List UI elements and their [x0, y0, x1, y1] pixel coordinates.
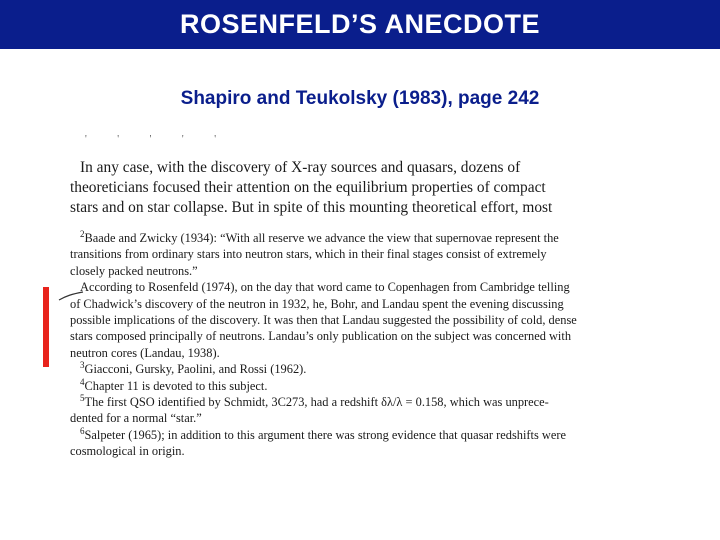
footnotes: [70, 230, 652, 460]
footnote-line: $^5$The first QSO identified by Schmidt, 3C273, had a redshift δλ/λ = 0.158, which was unprece-: [80, 392, 549, 410]
footnote-line: cosmological in origin.: [70, 444, 185, 459]
slide-title: ROSENFELD’S ANECDOTE: [179, 9, 541, 39]
paragraph-line: theoreticians focused their attention on the equilibrium properties of compact: [70, 179, 546, 196]
paragraph-line: In any case, with the discovery of X-ray sources and quasars, dozens of: [80, 159, 521, 176]
footnote-number: 3: [80, 360, 85, 371]
footnote-line: According to Rosenfeld (1974), on the day that word came to Copenhagen from Cambridge telling: [80, 280, 570, 295]
footnote-line: $^6$Salpeter (1965); in addition to this argument there was strong evidence that quasar redshifts were: [80, 425, 566, 442]
footnote-line: neutron cores (Landau, 1938).: [70, 345, 220, 360]
footnote-line: $^2$Baade and Zwicky (1934): “With all reserve we advance the view that supernovae represent the: [80, 228, 559, 245]
slide-subtitle: Shapiro and Teukolsky (1983), page 242: [180, 88, 540, 109]
footnote-number: 4: [80, 376, 85, 387]
footnote-line: dented for a normal “star.”: [70, 411, 202, 426]
footnote-line: possible implications of the discovery. It was then that Landau suggested the possibility of cold, dense: [70, 313, 577, 328]
footnote-number: 6: [80, 425, 85, 436]
footnote-line: closely packed neutrons.”: [70, 263, 198, 278]
footnote-line: $^4$Chapter 11 is devoted to this subject.: [80, 376, 268, 393]
book-paragraph: [70, 158, 652, 218]
footnote-line: of Chadwick’s discovery of the neutron in 1932, he, Bohr, and Landau spent the evening discussing: [70, 296, 564, 311]
footnote-number: 2: [80, 228, 85, 239]
scan-edge-marks: ' ' ' ' ': [85, 134, 231, 145]
scanned-page: [60, 128, 660, 473]
footnote-number: 5: [80, 392, 85, 403]
highlight-bar: [43, 287, 49, 367]
title-bar: [0, 0, 720, 49]
footnote-line: stars composed principally of neutrons. Landau’s only publication on the subject was concerned with: [70, 329, 572, 344]
footnote-line: transitions from ordinary stars into neutron stars, which in their final stages consist of extremely: [70, 247, 547, 262]
footnote-line: $^3$Giacconi, Gursky, Paolini, and Rossi (1962).: [80, 360, 307, 377]
paragraph-line: stars and on star collapse. But in spite of this mounting theoretical effort, most: [70, 199, 553, 216]
